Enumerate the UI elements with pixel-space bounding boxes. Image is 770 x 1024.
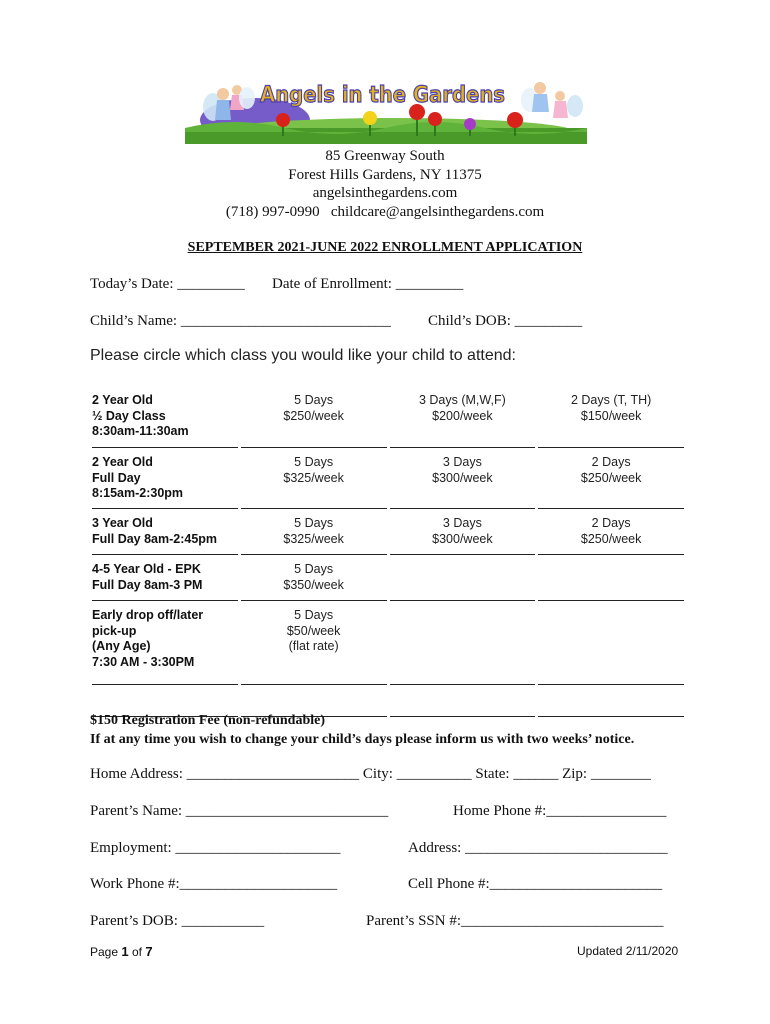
class-option-2-days[interactable]: 2 Days $250/week	[538, 516, 684, 555]
logo	[185, 72, 587, 144]
class-option-2-days[interactable]: 2 Days (T, TH) $150/week	[538, 393, 684, 448]
page-number: Page 1 of 7	[90, 944, 153, 959]
class-option-5-days[interactable]: 5 Days $250/week	[241, 393, 387, 448]
parents-ssn-field[interactable]: Parent’s SSN #:___________________________	[366, 913, 664, 929]
class-option-empty	[390, 608, 536, 685]
class-option-5-days[interactable]: 5 Days $50/week (flat rate)	[241, 608, 387, 685]
class-row	[92, 562, 684, 601]
class-option-empty	[538, 608, 684, 685]
childs-dob-field[interactable]: Child’s DOB: _________	[428, 313, 583, 329]
address-line2: Forest Hills Gardens, NY 11375	[288, 166, 482, 183]
registration-fee: $150 Registration Fee (non-refundable)	[90, 713, 325, 728]
work-phone-field[interactable]: Work Phone #:_____________________	[90, 876, 338, 892]
parents-dob-field[interactable]: Parent’s DOB: ___________	[90, 913, 265, 929]
class-row	[92, 455, 684, 509]
address-field[interactable]: Address: ___________________________	[408, 840, 668, 856]
angel-right-icon	[521, 82, 583, 118]
class-name-cell: Early drop off/later pick-up (Any Age) 7:30 AM - 3:30PM	[92, 608, 238, 685]
todays-date-field[interactable]: Today’s Date: _________	[90, 276, 245, 292]
class-row	[92, 516, 684, 555]
fee-notice	[90, 711, 634, 749]
phone: (718) 997-0990	[225, 203, 320, 220]
class-option-3-days[interactable]: 3 Days (M,W,F) $200/week	[390, 393, 536, 448]
class-name-cell: 3 Year Old Full Day 8am-2:45pm	[92, 516, 238, 555]
class-name-cell: 2 Year Old ½ Day Class 8:30am-11:30am	[92, 393, 238, 448]
date-of-enrollment-field[interactable]: Date of Enrollment: _________	[272, 276, 464, 292]
address-line1: 85 Greenway South	[325, 148, 445, 164]
class-name-cell: 2 Year Old Full Day 8:15am-2:30pm	[92, 455, 238, 509]
class-option-5-days[interactable]: 5 Days $325/week	[241, 516, 387, 555]
class-option-empty	[390, 562, 536, 601]
home-address-field[interactable]: Home Address: _______________________ City: __________ State: ______ Zip: ________	[90, 766, 651, 782]
class-option-5-days[interactable]: 5 Days $350/week	[241, 562, 387, 601]
class-row	[92, 393, 684, 448]
email: childcare@angelsinthegardens.com	[330, 203, 545, 220]
parents-name-field[interactable]: Parent’s Name: ___________________________	[90, 803, 389, 819]
page-title: SEPTEMBER 2021-JUNE 2022 ENROLLMENT APPLICATION	[187, 240, 583, 255]
home-phone-field[interactable]: Home Phone #:________________	[453, 803, 667, 819]
logo-graphic	[185, 72, 587, 144]
class-option-3-days[interactable]: 3 Days $300/week	[390, 455, 536, 509]
class-name-cell: 4-5 Year Old - EPK Full Day 8am-3 PM	[92, 562, 238, 601]
class-table	[92, 393, 684, 717]
contact-line	[0, 203, 770, 222]
class-row	[92, 608, 684, 685]
address-block	[0, 147, 770, 221]
change-notice: If at any time you wish to change your child’s days please inform us with two weeks’ notice.	[90, 732, 635, 747]
cell-phone-field[interactable]: Cell Phone #:_______________________	[408, 876, 663, 892]
class-option-2-days[interactable]: 2 Days $250/week	[538, 455, 684, 509]
class-option-5-days[interactable]: 5 Days $325/week	[241, 455, 387, 509]
class-prompt: Please circle which class you would like your child to attend:	[90, 347, 516, 364]
childs-name-field[interactable]: Child’s Name: ____________________________	[90, 313, 391, 329]
website: angelsinthegardens.com	[312, 185, 458, 201]
updated-date: Updated 2/11/2020	[577, 944, 679, 958]
class-option-3-days[interactable]: 3 Days $300/week	[390, 516, 536, 555]
employment-field[interactable]: Employment: ______________________	[90, 840, 341, 856]
logo-text: Angels in the Gardens	[260, 83, 505, 108]
class-option-empty	[538, 562, 684, 601]
